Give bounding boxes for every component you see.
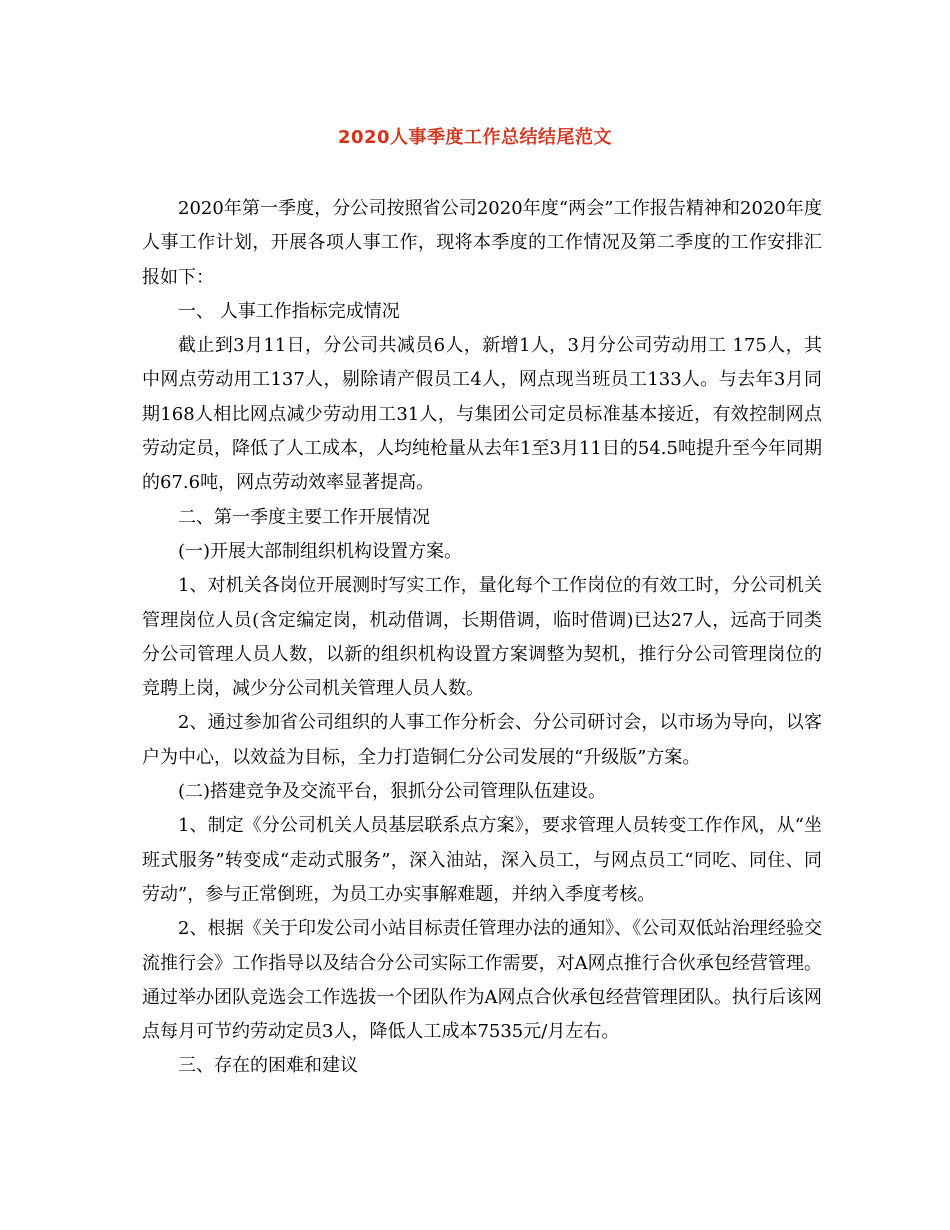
section-1-paragraph: 截止到3月11日，分公司共减员6人，新增1人，3月分公司劳动用工 175人，其中网点劳动用工137人，剔除请产假员工4人，网点现当班员工133人。与去年3月同期168人相比网点减少劳动用工31人，与集团公司定员标准基本接近，有效控制网点劳动定员，降低了人工成本，人均纯枪量从去年1至3月11日的54.5吨提升至今年同期的67.6吨，网点劳动效率显著提高。 [142, 335, 822, 494]
section-heading-3: 三、存在的困难和建议 [178, 1055, 358, 1077]
section-heading-2: 二、第一季度主要工作开展情况 [178, 506, 430, 528]
document-title: 2020人事季度工作总结结尾范文 [337, 127, 613, 148]
subsection-2-1-item-2: 2、通过参加省公司组织的人事工作分析会、分公司研讨会，以市场为导向，以客户为中心，以效益为目标，全力打造铜仁分公司发展的“升级版”方案。 [142, 712, 822, 768]
document-body [142, 192, 822, 1084]
subsection-heading-2-1: (一)开展大部制组织机构设置方案。 [178, 540, 463, 562]
subsection-heading-2-2: (二)搭建竞争及交流平台，狠抓分公司管理队伍建设。 [178, 781, 607, 803]
intro-paragraph: 2020年第一季度，分公司按照省公司2020年度“两会”工作报告精神和2020年度人事工作计划，开展各项人事工作，现将本季度的工作情况及第二季度的工作安排汇报如下： [142, 198, 822, 288]
subsection-2-2-item-1: 1、制定《分公司机关人员基层联系点方案》，要求管理人员转变工作作风，从“坐班式服务”转变成“走动式服务”，深入油站，深入员工，与网点员工“同吃、同住、同劳动”，参与正常倒班，为员工办实事解难题，并纳入季度考核。 [142, 815, 822, 905]
subsection-2-1-item-1: 1、对机关各岗位开展测时写实工作，量化每个工作岗位的有效工时，分公司机关管理岗位人员(含定编定岗，机动借调，长期借调，临时借调)已达27人，远高于同类分公司管理人员人数，以新的组织机构设置方案调整为契机，推行分公司管理岗位的竞聘上岗，减少分公司机关管理人员人数。 [142, 575, 822, 700]
section-heading-1: 一、 人事工作指标完成情况 [178, 300, 400, 322]
subsection-2-2-item-2: 2、根据《关于印发公司小站目标责任管理办法的通知》、《公司双低站治理经验交流推行会》工作指导以及结合分公司实际工作需要，对A网点推行合伙承包经营管理。通过举办团队竞选会工作选拔一个团队作为A网点合伙承包经营管理团队。执行后该网点每月可节约劳动定员3人，降低人工成本7535元/月左右。 [142, 918, 822, 1043]
